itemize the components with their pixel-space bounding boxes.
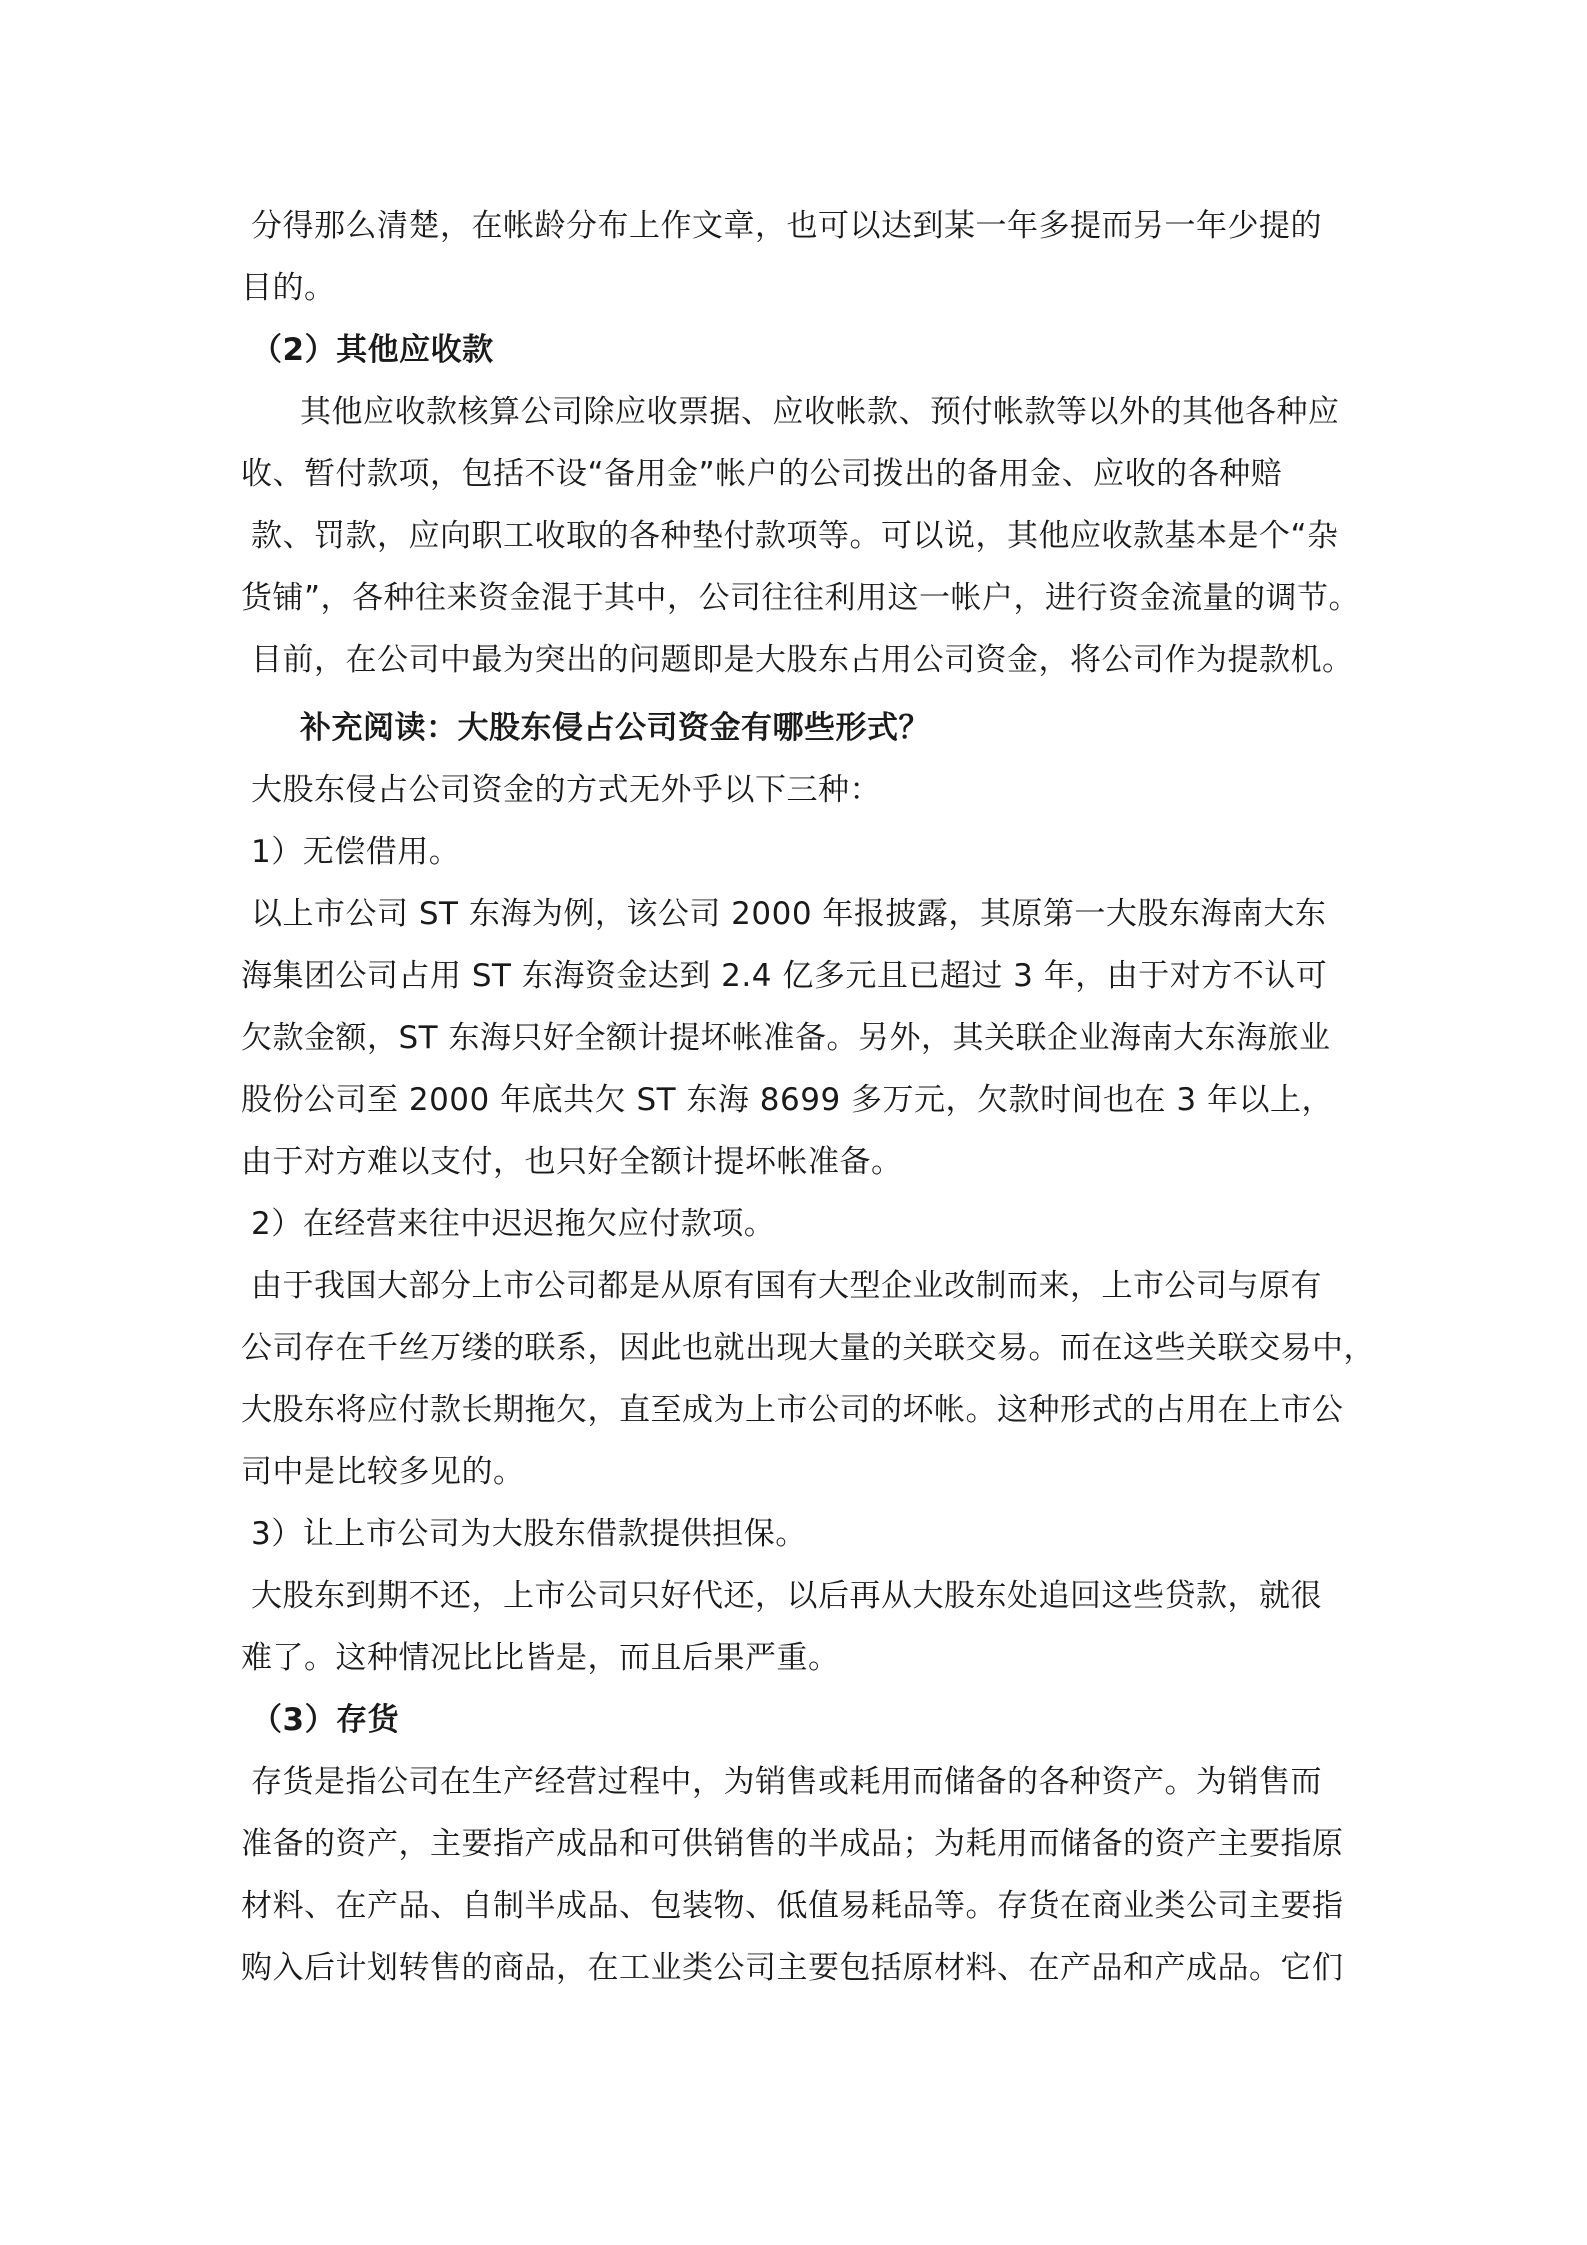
text-line: 公司存在千丝万缕的联系，因此也就出现大量的关联交易。而在这些关联交易中， bbox=[241, 1330, 1375, 1366]
text-line: 大股东到期不还，上市公司只好代还，以后再从大股东处追回这些贷款，就很 bbox=[251, 1578, 1322, 1614]
text-line: 购入后计划转售的商品，在工业类公司主要包括原材料、在产品和产成品。它们 bbox=[241, 1950, 1344, 1986]
list-item-heading: 2）在经营来往中迟迟拖欠应付款项。 bbox=[251, 1206, 776, 1242]
section-heading-inventory: （3）存货 bbox=[251, 1702, 400, 1738]
text-line: 以上市公司 ST 东海为例，该公司 2000 年报披露，其原第一大股东海南大东 bbox=[251, 896, 1327, 932]
text-line: 其他应收款核算公司除应收票据、应收帐款、预付帐款等以外的其他各种应 bbox=[300, 394, 1340, 430]
text-line: 大股东侵占公司资金的方式无外乎以下三种： bbox=[251, 772, 881, 808]
list-item-heading: 1）无偿借用。 bbox=[251, 834, 461, 870]
list-item-heading: 3）让上市公司为大股东借款提供担保。 bbox=[251, 1516, 807, 1552]
text-line: 分得那么清楚，在帐龄分布上作文章，也可以达到某一年多提而另一年少提的 bbox=[251, 208, 1322, 244]
text-line: 欠款金额，ST 东海只好全额计提坏帐准备。另外，其关联企业海南大东海旅业 bbox=[241, 1020, 1331, 1056]
text-line: 由于对方难以支付，也只好全额计提坏帐准备。 bbox=[241, 1144, 903, 1180]
supplementary-reading-heading: 补充阅读：大股东侵占公司资金有哪些形式？ bbox=[300, 710, 930, 746]
text-line: 收、暂付款项，包括不设“备用金”帐户的公司拨出的备用金、应收的各种赔 bbox=[241, 456, 1283, 492]
text-line: 款、罚款，应向职工收取的各种垫付款项等。可以说，其他应收款基本是个“杂 bbox=[251, 518, 1339, 554]
text-line: 大股东将应付款长期拖欠，直至成为上市公司的坏帐。这种形式的占用在上市公 bbox=[241, 1392, 1344, 1428]
text-line: 海集团公司占用 ST 东海资金达到 2.4 亿多元且已超过 3 年，由于对方不认可 bbox=[241, 958, 1328, 994]
text-line: 货铺”，各种往来资金混于其中，公司往往利用这一帐户，进行资金流量的调节。 bbox=[241, 580, 1361, 616]
text-line: 目的。 bbox=[241, 270, 336, 306]
text-line: 难了。这种情况比比皆是，而且后果严重。 bbox=[241, 1640, 840, 1676]
section-heading-other-receivables: （2）其他应收款 bbox=[251, 332, 494, 368]
text-line: 准备的资产，主要指产成品和可供销售的半成品；为耗用而储备的资产主要指原 bbox=[241, 1826, 1344, 1862]
text-line: 目前，在公司中最为突出的问题即是大股东占用公司资金，将公司作为提款机。 bbox=[251, 642, 1354, 678]
text-line: 司中是比较多见的。 bbox=[241, 1454, 525, 1490]
text-line: 由于我国大部分上市公司都是从原有国有大型企业改制而来，上市公司与原有 bbox=[251, 1268, 1322, 1304]
text-line: 材料、在产品、自制半成品、包装物、低值易耗品等。存货在商业类公司主要指 bbox=[241, 1888, 1344, 1924]
text-line: 存货是指公司在生产经营过程中，为销售或耗用而储备的各种资产。为销售而 bbox=[251, 1764, 1322, 1800]
text-line: 股份公司至 2000 年底共欠 ST 东海 8699 多万元，欠款时间也在 3 年以上， bbox=[241, 1082, 1333, 1118]
